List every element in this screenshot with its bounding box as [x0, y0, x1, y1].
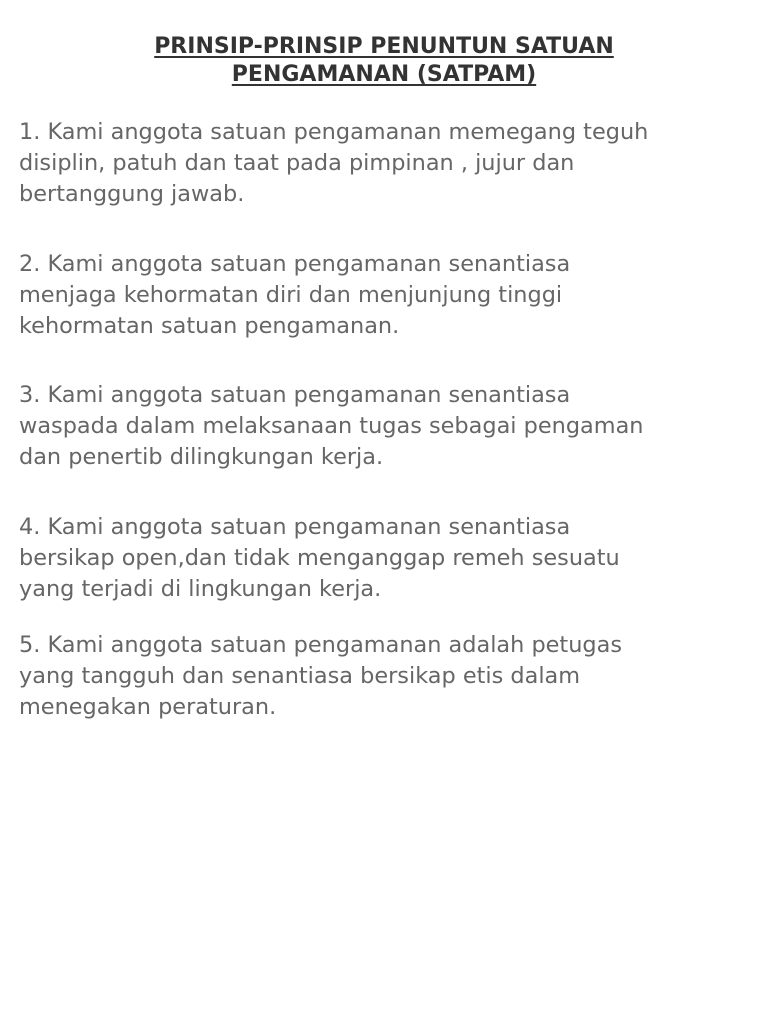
- page-title-line-1: PRINSIP-PRINSIP PENUNTUN SATUAN: [154, 34, 614, 59]
- principle-item-1: 1. Kami anggota satuan pengamanan memegang teguh disiplin, patuh dan taat pada pimpinan , jujur dan bertanggung jawab.: [19, 119, 649, 207]
- page-title-line-2: PENGAMANAN (SATPAM): [231, 62, 537, 87]
- page-title: [0, 33, 768, 89]
- principle-item-4: 4. Kami anggota satuan pengamanan senantiasa bersikap open,dan tidak menganggap remeh sesuatu yang terjadi di lingkungan kerja.: [19, 514, 620, 602]
- principle-item-3: 3. Kami anggota satuan pengamanan senantiasa waspada dalam melaksanaan tugas sebagai pengaman dan penertib dilingkungan kerja.: [19, 382, 644, 470]
- principle-item-5: 5. Kami anggota satuan pengamanan adalah petugas yang tangguh dan senantiasa bersikap etis dalam menegakan peraturan.: [19, 632, 623, 720]
- principle-item-2: 2. Kami anggota satuan pengamanan senantiasa menjaga kehormatan diri dan menjunjung tinggi kehormatan satuan pengamanan.: [19, 251, 571, 339]
